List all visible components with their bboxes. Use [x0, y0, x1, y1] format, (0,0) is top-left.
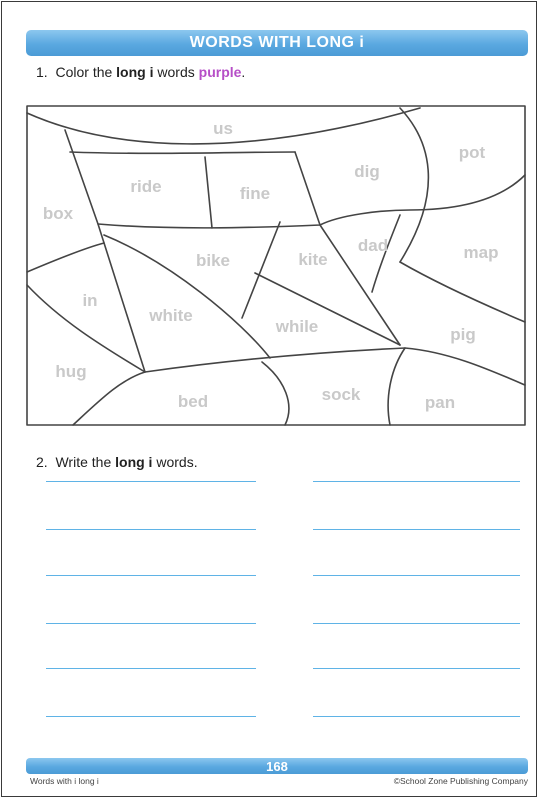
instruction-2-pre: Write the: [55, 454, 112, 470]
page-number: 168: [266, 758, 288, 774]
region-line: [242, 222, 280, 318]
word-map: map: [463, 243, 499, 262]
word-kite: kite: [298, 250, 328, 269]
region-line: [70, 152, 295, 153]
writing-line-left[interactable]: [46, 716, 256, 717]
word-pot: pot: [458, 143, 486, 162]
writing-line-right[interactable]: [313, 716, 520, 717]
word-pig: pig: [450, 325, 476, 344]
word-pan: pan: [424, 393, 456, 412]
writing-line-left[interactable]: [46, 668, 256, 669]
instruction-1-color-word: purple: [198, 64, 242, 80]
word-white: white: [149, 306, 193, 325]
region-line: [295, 152, 320, 225]
footer-copyright: ©School Zone Publishing Company: [393, 776, 528, 786]
word-sock: sock: [321, 385, 361, 404]
word-us: us: [213, 119, 233, 138]
instruction-1-bold: long i: [116, 64, 154, 80]
region-line: [145, 348, 525, 385]
region-line: [104, 235, 270, 358]
word-dad: dad: [357, 236, 389, 255]
instruction-2-bold: long i: [115, 454, 153, 470]
writing-line-left[interactable]: [46, 575, 256, 576]
word-hug: hug: [55, 362, 87, 381]
region-line: [27, 243, 104, 272]
instruction-1-post: .: [241, 64, 246, 80]
word-in: in: [82, 291, 98, 310]
word-box: box: [42, 204, 74, 223]
instruction-2: [36, 454, 198, 470]
writing-line-right[interactable]: [313, 623, 520, 624]
instruction-2-number: 2.: [36, 454, 48, 470]
region-line: [65, 130, 145, 372]
instruction-1-number: 1.: [36, 64, 48, 80]
writing-line-right[interactable]: [313, 575, 520, 576]
region-line: [400, 262, 525, 322]
region-line: [205, 157, 212, 228]
instruction-1-pre: Color the: [55, 64, 113, 80]
region-line: [262, 362, 289, 425]
region-line: [388, 348, 405, 425]
footer-banner: [26, 758, 528, 774]
word-ride: ride: [130, 177, 162, 196]
word-while: while: [275, 317, 319, 336]
word-bed: bed: [177, 392, 209, 411]
writing-line-left[interactable]: [46, 623, 256, 624]
instruction-1-mid: words: [157, 64, 195, 80]
writing-line-right[interactable]: [313, 481, 520, 482]
word-fine: fine: [239, 184, 271, 203]
writing-line-right[interactable]: [313, 668, 520, 669]
puzzle-border: [27, 106, 525, 425]
writing-line-left[interactable]: [46, 529, 256, 530]
word-bike: bike: [195, 251, 231, 270]
worksheet-title: WORDS WITH LONG i: [189, 34, 365, 51]
writing-line-left[interactable]: [46, 481, 256, 482]
footer-left-caption: Words with i long i: [30, 776, 99, 786]
instruction-2-post: words.: [156, 454, 198, 470]
region-line: [400, 108, 428, 262]
writing-line-right[interactable]: [313, 529, 520, 530]
word-dig: dig: [354, 162, 380, 181]
